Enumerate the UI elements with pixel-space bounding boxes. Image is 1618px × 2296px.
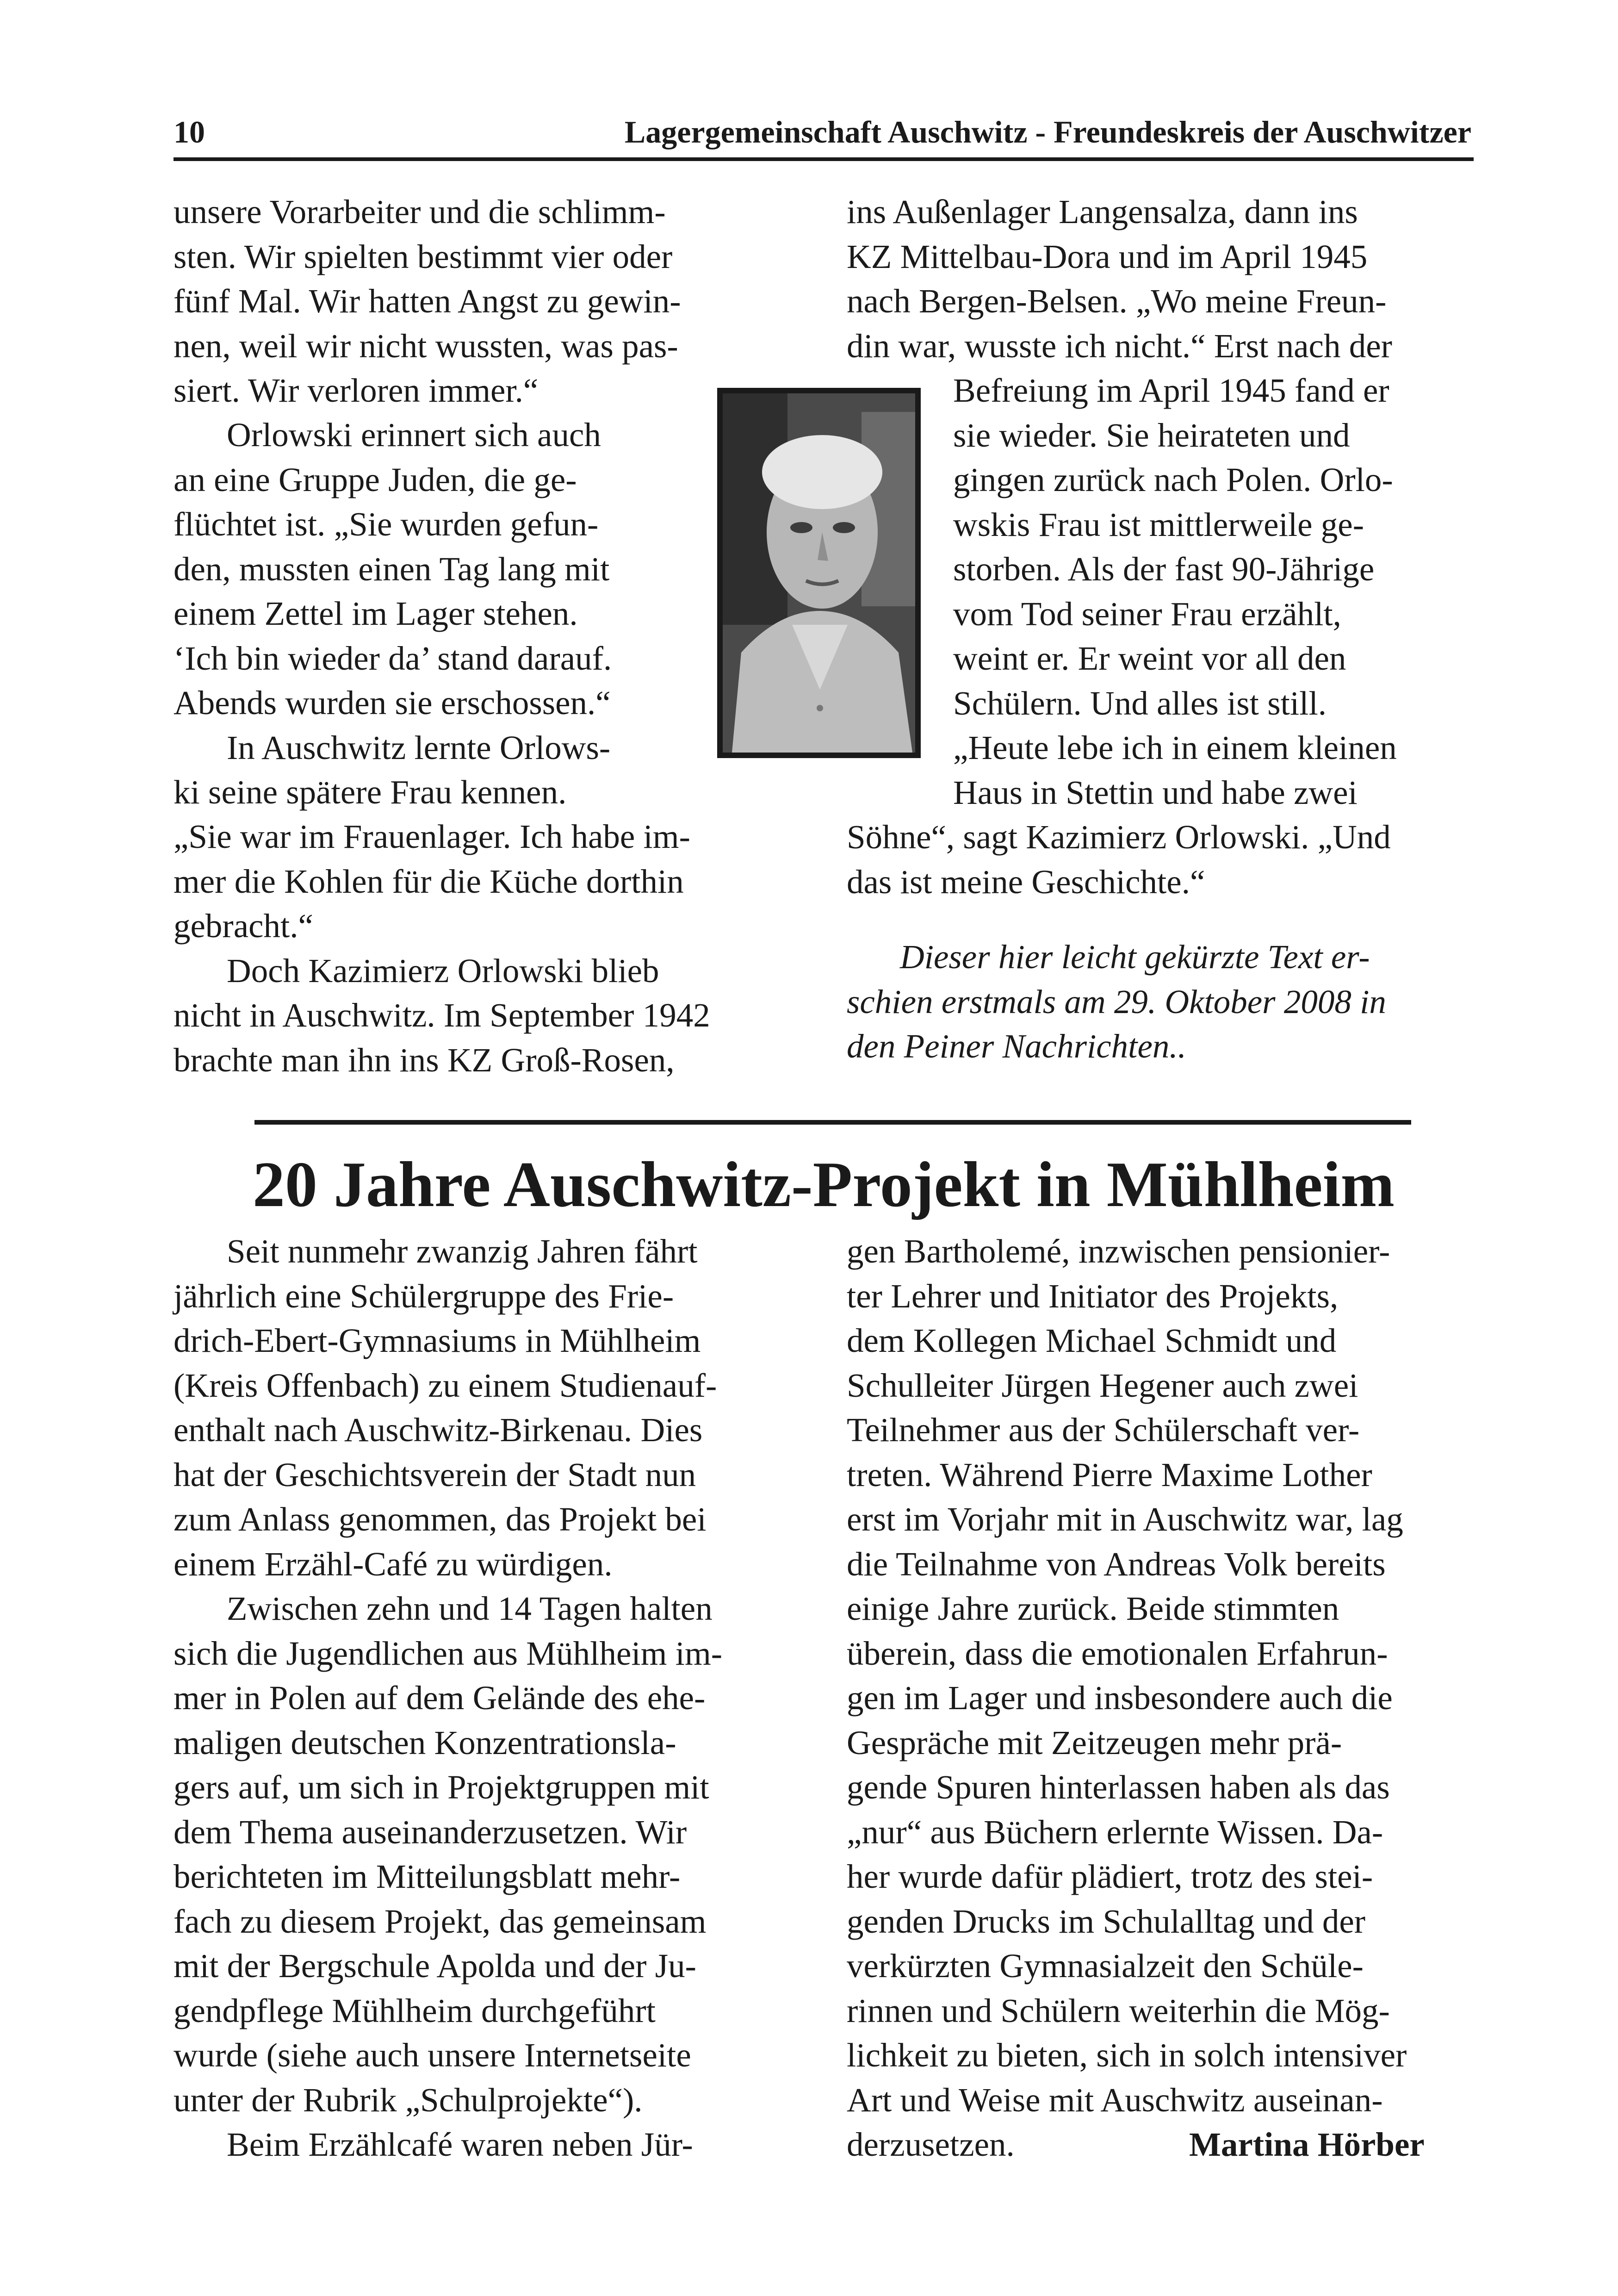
article1-right-top: ins Außenlager Langensalza, dann ins KZ Mittelbau-Dora und im April 1945 nach Bergen-Belsen. „Wo meine Freun- din war, wusste ich nicht.“ Erst nach der [847, 193, 1392, 365]
article2-left-column: Seit nunmehr zwanzig Jahren fährt jährlich eine Schülergruppe des Frie- drich-Ebert-Gymnasiums in Mühlheim (Kreis Offenbach) zu einem Studienauf- enthalt nach Auschwitz-Birkenau. Dies hat der Geschichtsverein der Stadt nun zum Anlass genommen, das Projekt bei einem Erzähl-Café zu würdigen. Zwischen zehn und 14 Tagen halten sich die Jugendlichen aus Mühlheim im- mer in Polen auf dem Gelände des ehe- maligen deutschen Konzentrationsla- gers auf, um sich in Projektgruppen mit dem Thema auseinanderzusetzen. Wir berichteten im Mitteilungsblatt mehr- fach zu diesem Projekt, das gemeinsam mit der Bergschule Apolda und der Ju- gendpflege Mühlheim durchgeführt wurde (siehe auch unsere Internetseite unter der Rubrik „Schulprojekte“). Beim Erzählcafé waren neben Jür- [174, 1232, 723, 2163]
article2-right-column: gen Bartholemé, inzwischen pensionier- ter Lehrer und Initiator des Projekts, dem Kollegen Michael Schmidt und Schulleiter Jürgen Hegener auch zwei Teilnehmer aus der Schülerschaft ver- treten. Während Pierre Maxime Lother erst im Vorjahr mit in Auschwitz war, lag die Teilnahme von Andreas Volk bereits einige Jahre zurück. Beide stimmten überein, dass die emotionalen Erfahrun- gen im Lager und insbesondere auch die Gespräche mit Zeitzeugen mehr prä- gende Spuren hinterlassen haben als das „nur“ aus Büchern erlernte Wissen. Da- her wurde dafür plädiert, trotz des stei- genden Drucks im Schulalltag und der verkürzten Gymnasialzeit den Schüle- rinnen und Schülern weiterhin die Mög- lichkeit zu bieten, sich in solch intensiver Art und Weise mit Auschwitz auseinan- derzusetzen. Martina Hörber [847, 1229, 1474, 2167]
portrait-photo [717, 388, 921, 758]
publication-title: Lagergemeinschaft Auschwitz - Freundeskreis der Auschwitzer [624, 114, 1471, 149]
portrait-photo-icon [723, 393, 915, 753]
page-number: 10 [174, 114, 205, 149]
header-rule [174, 157, 1474, 161]
article1-left-wrap: Orlowski erinnert sich auch an eine Gruppe Juden, die ge- flüchtet ist. „Sie wurden gefun- den, mussten einen Tag lang mit einem Zettel im Lager stehen. ‘Ich bin wieder da’ stand darauf. Abends wurden sie erschossen.“ In Auschwitz lernte Orlows- ki seine spätere Frau kennen. [174, 416, 612, 811]
article1-right-wrap: Befreiung im April 1945 fand er sie wieder. Sie heirateten und gingen zurück nach Polen. Orlo- wskis Frau ist mittlerweile ge- storben. Als der fast 90-Jährige vom Tod seiner Frau erzählt, weint er. Er weint vor all den Schülern. Und alles ist still. „Heute lebe ich in einem kleinen Haus in Stettin und habe zwei [953, 372, 1397, 811]
article1-left-bottom: „Sie war im Frauenlager. Ich habe im- mer die Kohlen für die Küche dorthin gebracht.“ Doch Kazimierz Orlowski blieb nicht in Auschwitz. Im September 1942 brachte man ihn ins KZ Groß-Rosen, [174, 818, 710, 1079]
article-title: 20 Jahre Auschwitz-Projekt in Mühlheim [252, 1149, 1395, 1220]
section-divider [254, 1120, 1411, 1125]
source-note: Dieser hier leicht gekürzte Text er- schien erstmals am 29. Oktober 2008 in den Peiner Nachrichten.. [847, 938, 1386, 1065]
article1-right-bottom: Söhne“, sagt Kazimierz Orlowski. „Und das ist meine Geschichte.“ [847, 818, 1391, 901]
author-signature: Martina Hörber [1189, 2126, 1425, 2163]
closing-text: derzusetzen. [847, 2126, 1015, 2163]
article1-left-top: unsere Vorarbeiter und die schlimm- sten. Wir spielten bestimmt vier oder fünf Mal. Wir hatten Angst zu gewin- nen, weil wir nicht wussten, was pas- siert. Wir verloren immer.“ [174, 193, 681, 409]
